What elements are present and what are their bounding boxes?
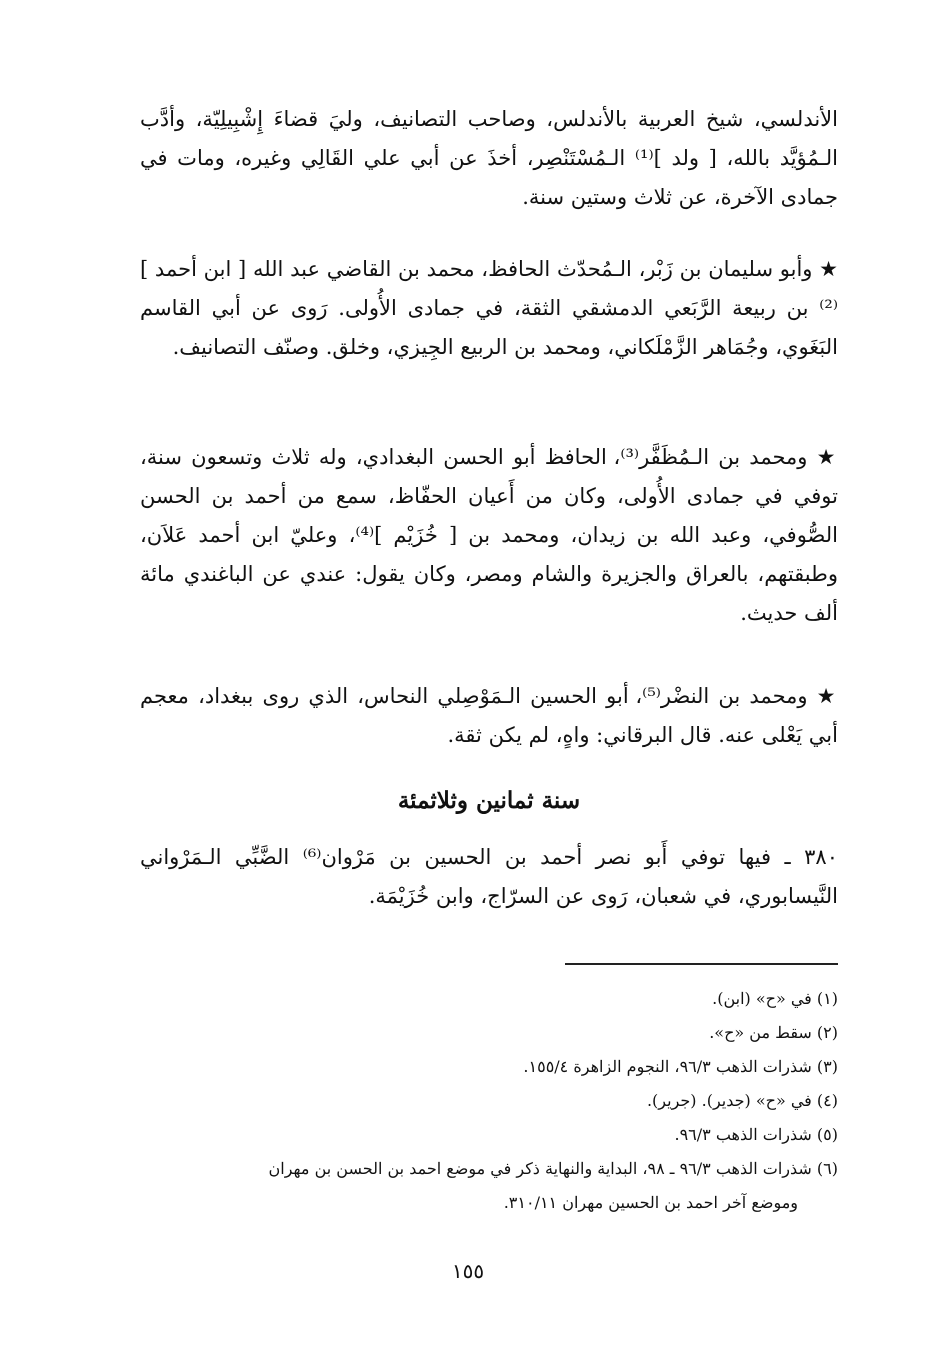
page-number: ١٥٥ (451, 1259, 485, 1283)
footnote-6-continuation: وموضع آخر احمد بن الحسين مهران ٣١٠/١١. (503, 1193, 798, 1212)
footnote-1: (١) في «ح» (ابن). (712, 989, 838, 1008)
entry-380: ٣٨٠ ـ فيها توفي أَبو نصر أحمد بن الحسين بن مَرْوان⁽⁶⁾ الضَّبِّي الـمَرْواني النَّيسابوري، في شعبان، رَوى عن السرّاج، وابن خُزَيْمَة. (140, 845, 838, 908)
footnote-6: (٦) شذرات الذهب ٩٦/٣ ـ ٩٨، البداية والنهاية ذكر في موضع احمد بن الحسن بن مهران (268, 1159, 838, 1178)
footnote-5: (٥) شذرات الذهب ٩٦/٣. (674, 1125, 838, 1144)
paragraph-abu-sulayman-ibn-zabr: ★ وأبو سليمان بن زَبْر، الـمُحدّث الحافظ، محمد بن القاضي عبد الله [ ابن أحمد ]⁽²⁾ بن ربيعة الرَّبَعي الدمشقي الثقة، في جمادى الأُولى. رَوى عن أبي القاسم البَغَوي، وجُمَاهر الزَّمْلَكاني، ومحمد بن الربيع الجِيزي، وخلق. وصنّف التصانيف. (140, 257, 838, 359)
footnote-2: (٢) سقط من «ح». (709, 1023, 838, 1042)
footnote-3: (٣) شذرات الذهب ٩٦/٣، النجوم الزاهرة ١٥٥/٤. (523, 1057, 838, 1076)
paragraph-muhammad-ibn-al-nadr: ★ ومحمد بن النضْر⁽⁵⁾، أبو الحسين الـمَوْصِلي النحاس، الذي روى ببغداد، معجم أبي يَعْلى عنه. قال البرقاني: واهٍ، لم يكن ثقة. (140, 684, 838, 747)
footnote-4: (٤) في «ح» (جدير). (جرير). (646, 1091, 838, 1110)
footnote-divider (565, 963, 838, 965)
paragraph-muhammad-ibn-al-muzaffar: ★ ومحمد بن الـمُظَفَّر⁽³⁾، الحافظ أبو الحسن البغدادي، وله ثلاث وتسعون سنة، توفي في جمادى الأُولى، وكان من أَعيان الحفّاظ، سمع من أحمد بن الحسن الصُّوفي، وعبد الله بن زيدان، ومحمد بن [ خُزَيْم ]⁽⁴⁾، وعليّ ابن أحمد عَلاَن، وطبقتهم، بالعراق والجزيرة والشام ومصر، وكان يقول: عندي عن الباغندي مائة ألف حديث. (140, 445, 838, 625)
footnotes (140, 982, 838, 1220)
paragraph-andalusi-biography: الأندلسي، شيخ العربية بالأندلس، وصاحب التصانيف، وليَ قضاءَ إِشْبِيلِيّة، وأدَّب الـمُؤيَّد بالله، [ ولد ]⁽¹⁾ الـمُسْتَنْصِر، أخذَ عن أبي علي القَالِي وغيره، ومات في جمادى الآخرة، عن ثلاث وستين سنة. (140, 107, 838, 209)
year-heading: سنة ثمانين وثلاثمئة (397, 787, 581, 814)
